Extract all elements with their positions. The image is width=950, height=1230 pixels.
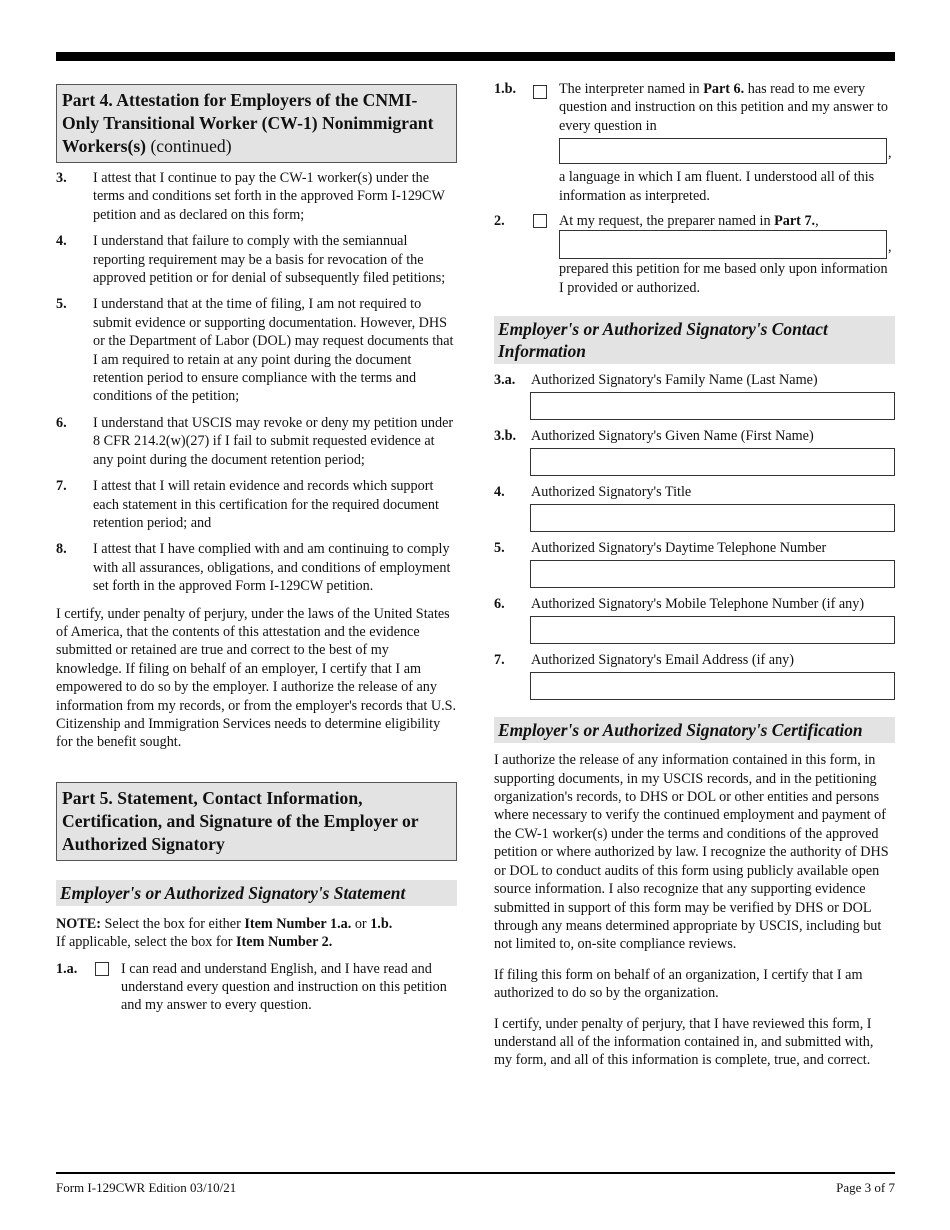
item-1b-after: a language in which I am fluent. I understood all of this information as interpreted.	[559, 169, 875, 204]
note-bold: 1.b.	[370, 915, 393, 932]
family-name-input[interactable]	[530, 392, 895, 420]
part5-title: Part 5. Statement, Contact Information, Certification, and Signature of the Employer or Authorized Signatory	[62, 787, 419, 854]
certification-heading: Employer's or Authorized Signatory's Certification	[494, 717, 895, 743]
contact-daytime-phone	[494, 539, 895, 595]
part4-item-8	[56, 540, 457, 595]
item-number: 7.	[56, 478, 67, 495]
note-text: or	[351, 915, 371, 932]
item-2-bold: Part 7.	[774, 213, 816, 230]
part4-item-5	[56, 295, 457, 405]
part4-continued: (continued)	[150, 136, 232, 156]
item-number: 2.	[494, 213, 505, 230]
contact-mobile-phone	[494, 595, 895, 651]
comma: ,	[888, 239, 892, 256]
note-bold: Item Number 1.a.	[244, 915, 352, 932]
checkbox-1a[interactable]	[95, 962, 109, 976]
interpreter-language-input[interactable]	[559, 138, 887, 164]
title-input[interactable]	[530, 504, 895, 532]
field-number: 5.	[494, 540, 505, 557]
mobile-phone-input[interactable]	[530, 616, 895, 644]
contact-heading: Employer's or Authorized Signatory's Contact Information	[494, 316, 895, 364]
checkbox-2[interactable]	[533, 214, 547, 228]
field-label: Authorized Signatory's Given Name (First Name)	[531, 428, 814, 445]
part5-header	[56, 782, 457, 861]
item-text: I understand that failure to comply with the semiannual reporting requirement may be a basis for revocation of the approved petition or for denial of subsequently filed petitions;	[93, 233, 446, 287]
item-1b	[494, 80, 895, 205]
item-1b-text	[559, 80, 895, 135]
item-2	[494, 212, 895, 297]
field-label: Authorized Signatory's Mobile Telephone Number (if any)	[531, 596, 865, 613]
part4-certification: I certify, under penalty of perjury, under the laws of the United States of America, that the contents of this attestation and the evidence submitted or retained are true and correct to the best of my knowledge. If filing on behalf of an employer, I certify that I am empowered to do so by the employer. I authorize the release of any information from my records, or from the employer's records that U.S. Citizenship and Immigration Services needs to determine eligibility for the benefit sought.	[56, 605, 457, 751]
item-1b-text-b: has read to me every question and instruction on this petition and my answer to every question in	[559, 81, 889, 134]
part4-item-3	[56, 169, 457, 224]
contact-given-name	[494, 427, 895, 483]
item-text: I attest that I have complied with and am continuing to comply with all assurances, obligations, and conditions of employment set forth in the approved Form I-129CW petition.	[93, 541, 451, 595]
footer-page-number: Page 3 of 7	[836, 1180, 895, 1195]
item-1b-bold: Part 6.	[703, 81, 745, 97]
note-text: If applicable, select the box for	[56, 934, 237, 951]
item-text: I understand that USCIS may revoke or deny my petition under 8 CFR 214.2(w)(27) if I fail to submit requested evidence at any point during the document retention period;	[93, 414, 454, 468]
note-bold: Item Number 2.	[236, 934, 333, 951]
right-column	[494, 80, 895, 1070]
contact-fields	[494, 371, 895, 707]
checkbox-1b[interactable]	[533, 85, 547, 99]
given-name-input[interactable]	[530, 448, 895, 476]
item-number: 1.a.	[56, 960, 78, 977]
item-2-text	[559, 212, 895, 230]
item-number: 4.	[56, 233, 67, 250]
top-rule	[56, 52, 895, 61]
item-2-after: prepared this petition for me based only upon information I provided or authorized.	[559, 261, 888, 296]
daytime-phone-input[interactable]	[530, 560, 895, 588]
item-number: 8.	[56, 541, 67, 558]
field-label: Authorized Signatory's Daytime Telephone Number	[531, 540, 827, 557]
part4-item-4	[56, 232, 457, 287]
item-number: 3.	[56, 170, 67, 186]
item-text: I attest that I continue to pay the CW-1 worker(s) under the terms and conditions set forth in the approved Form I-129CW petition and as declared on this form;	[93, 170, 445, 223]
statement-note	[56, 915, 457, 952]
item-2-text-b: ,	[815, 213, 819, 230]
item-1a-text: I can read and understand English, and I have read and understand every question and instruction on this petition and my answer to every question.	[121, 960, 447, 1014]
certification-para-3: I certify, under penalty of perjury, that I have reviewed this form, I understand all of the information contained in, and submitted with, my form, and all of this information is complete, true, and correct.	[494, 1015, 874, 1069]
field-number: 3.a.	[494, 372, 516, 389]
item-1b-text-a: The interpreter named in	[559, 81, 704, 97]
footer-form-edition: Form I-129CWR Edition 03/10/21	[56, 1180, 237, 1195]
certification-para-1: I authorize the release of any information contained in this form, in supporting documents, in my USCIS records, and in the petitioning organization's records, to DHS or DOL or other entities and persons where necessary to verify the continued employment and payment of the CW-1 worker(s) under the terms and conditions of the approved petition or where authorized by law. I recognize the authority of DHS or DOL to conduct audits of this form using publicly available open source information. I also recognize that any supporting evidence submitted in support of this form may be verified by DHS or DOL through any means determined appropriate by USCIS, including but not limited to, on-site compliance reviews.	[494, 752, 889, 953]
field-number: 4.	[494, 484, 505, 501]
part4-item-6	[56, 414, 457, 469]
field-label: Authorized Signatory's Email Address (if any)	[531, 652, 795, 669]
note-text: Select the box for either	[100, 915, 245, 932]
contact-title	[494, 483, 895, 539]
part4-item-7	[56, 477, 457, 532]
contact-family-name	[494, 371, 895, 427]
field-number: 7.	[494, 652, 505, 669]
field-number: 6.	[494, 596, 505, 613]
comma: ,	[888, 145, 892, 162]
contact-email	[494, 651, 895, 707]
preparer-input[interactable]	[559, 230, 887, 259]
item-text: I understand that at the time of filing, I am not required to submit evidence or supporting documentation. However, DHS or the Department of Labor (DOL) may request documents that I am required to retain at any point during the document retention period to ensure compliance with the terms and conditions of the petition;	[93, 296, 454, 405]
field-number: 3.b.	[494, 428, 517, 445]
item-2-text-a: At my request, the preparer named in	[559, 213, 775, 230]
part4-title: Part 4. Attestation for Employers of the CNMI-Only Transitional Worker (CW-1) Nonimmigrant Workers(s)	[62, 90, 434, 156]
item-number: 5.	[56, 296, 67, 313]
field-label: Authorized Signatory's Title	[531, 484, 692, 501]
footer-rule	[56, 1172, 895, 1174]
part4-header	[56, 84, 457, 163]
field-label: Authorized Signatory's Family Name (Last Name)	[531, 372, 818, 389]
item-number: 1.b.	[494, 81, 517, 97]
item-number: 6.	[56, 414, 67, 431]
email-input[interactable]	[530, 672, 895, 700]
certification-para-2: If filing this form on behalf of an organization, I certify that I am authorized to do so by the organization.	[494, 966, 863, 1002]
item-text: I attest that I will retain evidence and records which support each statement in this certification for the required document retention period; and	[93, 478, 439, 531]
note-label: NOTE:	[56, 915, 101, 932]
language-field-row	[559, 138, 895, 165]
left-column	[56, 84, 457, 1015]
preparer-field-row	[559, 230, 895, 259]
statement-heading: Employer's or Authorized Signatory's Statement	[56, 880, 457, 906]
item-1a	[56, 960, 457, 1015]
